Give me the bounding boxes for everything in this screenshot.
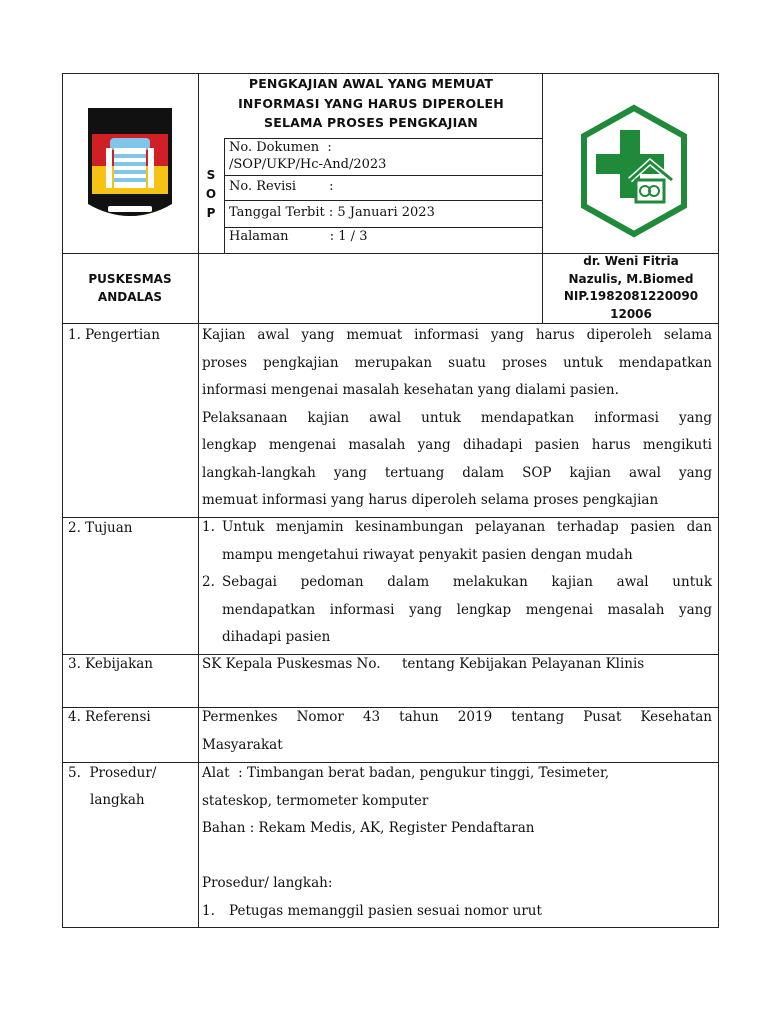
- prosedur-step-1: [202, 898, 712, 926]
- kebijakan-label: 3. Kebijakan: [68, 656, 154, 672]
- pengertian-label: 1. Pengertian: [68, 327, 160, 343]
- pengertian-line: langkah-langkah yang tertuang dalam SOP kajian awal yang: [202, 464, 712, 481]
- tanggal-terbit: Tanggal Terbit : 5 Januari 2023: [229, 205, 435, 220]
- sop-title: [200, 74, 542, 133]
- tujuan-item-line: Sebagai pedoman dalam melakukan kajian awal untuk: [222, 574, 712, 590]
- signer-block: [543, 253, 719, 323]
- sop-col-divider: [224, 138, 225, 253]
- header-col-divider-1: [198, 73, 199, 928]
- kebijakan-line: SK Kepala Puskesmas No. tentang Kebijakan Pelayanan Klinis: [202, 656, 645, 672]
- blank-line: [202, 843, 712, 871]
- no-dokumen-value: /SOP/UKP/Hc-And/2023: [229, 157, 387, 172]
- prosedur-label-line-2: langkah: [90, 792, 145, 808]
- pengertian-text: [202, 322, 712, 515]
- title-divider: [224, 138, 542, 139]
- tujuan-item-line: Untuk menjamin kesinambungan pelayanan terhadap pasien dan: [222, 519, 712, 535]
- signer-nip-line-1: NIP.1982081220090: [563, 289, 699, 303]
- sop-title-line-1: PENGKAJIAN AWAL YANG MEMUAT: [248, 76, 494, 91]
- no-revisi: No. Revisi :: [229, 179, 334, 194]
- prosedur-label-line-1: 5. Prosedur/: [68, 765, 157, 781]
- no-dokumen-label: No. Dokumen :: [229, 140, 332, 155]
- halaman: Halaman : 1 / 3: [229, 229, 368, 244]
- kebijakan-text: [202, 651, 712, 679]
- meta-divider-2: [224, 200, 542, 201]
- prosedur-text: [202, 760, 712, 925]
- pengertian-line: informasi mengenai masalah kesehatan yang dialami pasien.: [202, 382, 619, 398]
- table-border-left: [62, 73, 63, 928]
- tujuan-label: 2. Tujuan: [68, 520, 133, 536]
- tujuan-item-number: 1.: [202, 519, 215, 535]
- alat-line: Alat : Timbangan berat badan, pengukur tinggi, Tesimeter,: [202, 765, 610, 781]
- puskesmas-logo: [578, 104, 690, 238]
- sop-letter-p: P: [206, 206, 216, 220]
- organization-name-line-2: ANDALAS: [97, 290, 163, 304]
- sop-letter-o: O: [205, 187, 217, 201]
- signer-nip-line-2: 12006: [610, 306, 652, 321]
- tujuan-item-number: 2.: [202, 574, 215, 590]
- tujuan-item-line: mendapatkan informasi yang lengkap mengenai masalah yang: [222, 601, 712, 618]
- referensi-line: Permenkes Nomor 43 tahun 2019 tentang Pusat Kesehatan: [202, 709, 712, 725]
- pengertian-line: lengkap mengenai masalah yang dihadapi pasien harus mengikuti: [202, 437, 712, 453]
- organization-name: [62, 270, 198, 306]
- tujuan-item-2: [202, 569, 712, 652]
- pengertian-line: Kajian awal yang memuat informasi yang harus diperoleh selama: [202, 327, 712, 343]
- meta-divider-1: [224, 175, 542, 176]
- pengertian-line: proses pengkajian merupakan suatu proses untuk mendapatkan: [202, 354, 712, 371]
- signer-name-line-2: Nazulis, M.Biomed: [568, 271, 694, 286]
- bahan-line: Bahan : Rekam Medis, AK, Register Pendaftaran: [202, 820, 535, 836]
- meta-divider-3: [224, 227, 542, 228]
- tujuan-item-1: [202, 514, 712, 569]
- signer-name-line-1: dr. Weni Fitria: [583, 254, 679, 268]
- pengertian-line: memuat informasi yang harus diperoleh selama proses pengkajian: [202, 492, 659, 508]
- table-border-right: [718, 73, 719, 928]
- alat-line: stateskop, termometer komputer: [202, 792, 429, 809]
- table-border-bottom: [62, 927, 719, 928]
- tujuan-item-line: mampu mengetahui riwayat penyakit pasien dengan mudah: [222, 546, 633, 563]
- city-emblem-logo: [84, 104, 176, 228]
- sop-title-line-3: SELAMA PROSES PENGKAJIAN: [264, 115, 478, 130]
- sop-letter-s: S: [206, 168, 216, 182]
- header-col-divider-2: [542, 73, 543, 253]
- referensi-label: 4. Referensi: [68, 709, 151, 725]
- prosedur-step-text: Petugas memanggil pasien sesuai nomor urut: [229, 902, 542, 919]
- referensi-line: Masyarakat: [202, 736, 283, 753]
- tujuan-item-line: dihadapi pasien: [222, 629, 331, 645]
- sop-title-line-2: INFORMASI YANG HARUS DIPEROLEH: [238, 95, 504, 111]
- pengertian-line: Pelaksanaan kajian awal untuk mendapatkan informasi yang: [202, 409, 712, 426]
- prosedur-heading: Prosedur/ langkah:: [202, 875, 333, 891]
- prosedur-step-number: 1.: [202, 902, 215, 919]
- prosedur-label: [68, 760, 156, 814]
- referensi-text: [202, 704, 712, 759]
- organization-name-line-1: PUSKESMAS: [88, 272, 172, 286]
- tujuan-list: [202, 514, 712, 652]
